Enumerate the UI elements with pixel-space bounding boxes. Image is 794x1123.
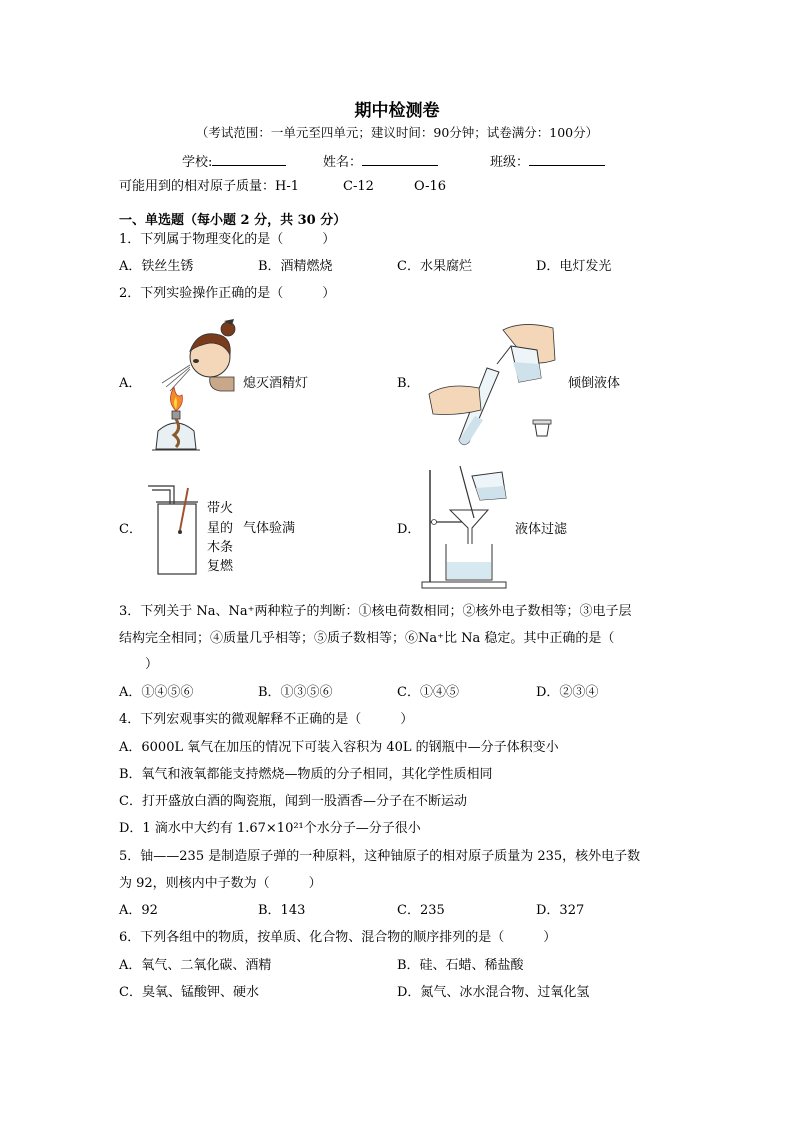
question-2-stem: 2．下列实验操作正确的是（ ） — [119, 286, 336, 301]
atomic-mass-c: C-12 — [343, 179, 374, 194]
class-blank[interactable] — [529, 152, 605, 166]
q4-option-c[interactable]: C．打开盛放白酒的陶瓷瓶，闻到一股酒香—分子在不断运动 — [119, 794, 467, 809]
q2-c-note-2: 星的 — [207, 521, 234, 536]
filtration-illustration — [418, 462, 518, 592]
class-label: 班级： — [490, 155, 530, 170]
q3-option-c[interactable]: C．①④⑤ — [397, 685, 459, 700]
school-blank[interactable] — [212, 152, 286, 166]
q6-option-b[interactable]: B．硅、石蜡、稀盐酸 — [397, 958, 524, 973]
q2-b-label: 倾倒液体 — [568, 376, 621, 391]
q1-option-d[interactable]: D．电灯发光 — [536, 259, 612, 274]
q2-c-note-1: 带火 — [207, 501, 234, 516]
blowing-lamp-illustration — [148, 315, 243, 455]
q5-option-a[interactable]: A．92 — [119, 903, 158, 918]
atomic-mass-o: O-16 — [414, 179, 447, 194]
q5-option-b[interactable]: B．143 — [258, 903, 306, 918]
name-field[interactable] — [323, 152, 438, 171]
section-title: 一、单选题（每小题 2 分，共 30 分） — [119, 213, 347, 228]
question-1-stem: 1．下列属于物理变化的是（ ） — [119, 232, 336, 247]
q1-option-c[interactable]: C．水果腐烂 — [397, 259, 472, 274]
name-label: 姓名： — [323, 155, 363, 170]
q6-option-a[interactable]: A．氧气、二氧化碳、酒精 — [119, 958, 272, 973]
question-4-stem: 4．下列宏观事实的微观解释不正确的是（ ） — [119, 712, 414, 727]
school-field[interactable] — [182, 152, 286, 171]
question-3-stem-3: ） — [132, 657, 159, 672]
class-field[interactable] — [490, 152, 605, 171]
q2-c-label: 气体验满 — [243, 521, 296, 536]
exam-info: （考试范围：一单元至四单元；建议时间：90分钟；试卷满分：100分） — [195, 125, 599, 140]
q4-option-a[interactable]: A．6000L 氧气在加压的情况下可装入容积为 40L 的钢瓶中—分子体积变小 — [119, 740, 559, 755]
q2-a-label: 熄灭酒精灯 — [243, 376, 309, 391]
q1-option-a[interactable]: A．铁丝生锈 — [119, 259, 194, 274]
name-blank[interactable] — [362, 152, 438, 166]
q4-option-d[interactable]: D．1 滴水中大约有 1.67×10²¹个水分子—分子很小 — [119, 821, 421, 836]
q4-option-b[interactable]: B．氧气和液氧都能支持燃烧—物质的分子相同，其化学性质相同 — [119, 767, 493, 782]
q2-option-d[interactable]: D． — [397, 522, 421, 537]
q2-option-b[interactable]: B． — [397, 376, 420, 391]
q5-option-d[interactable]: D．327 — [536, 903, 585, 918]
q2-option-c[interactable]: C． — [119, 522, 142, 537]
q3-option-d[interactable]: D．②③④ — [536, 685, 599, 700]
q2-c-note-4: 复燃 — [207, 559, 234, 574]
q5-option-c[interactable]: C．235 — [397, 903, 445, 918]
atomic-mass-line — [119, 179, 299, 195]
q2-option-a[interactable]: A． — [119, 376, 142, 391]
question-5-stem-1: 5．铀——235 是制造原子弹的一种原料，这种铀原子的相对原子质量为 235，核外电子数 — [119, 849, 641, 864]
school-label: 学校: — [182, 155, 213, 170]
q2-d-label: 液体过滤 — [515, 522, 568, 537]
gas-test-illustration — [144, 480, 206, 580]
question-3-stem-2: 结构完全相同；④质量几乎相等；⑤质子数相等；⑥Na⁺比 Na 稳定。其中正确的是（ — [119, 631, 615, 646]
page-title: 期中检测卷 — [354, 101, 440, 121]
q2-c-note-3: 木条 — [207, 540, 234, 555]
q6-option-c[interactable]: C．臭氧、锰酸钾、硬水 — [119, 985, 259, 1000]
pouring-liquid-illustration — [427, 320, 562, 445]
question-5-stem-2: 为 92，则核内中子数为（ ） — [119, 876, 322, 891]
atomic-mass-label: 可能用到的相对原子质量： — [119, 179, 276, 194]
atomic-mass-h: H-1 — [275, 179, 300, 194]
q3-option-a[interactable]: A．①④⑤⑥ — [119, 685, 194, 700]
q1-option-b[interactable]: B．酒精燃烧 — [258, 259, 333, 274]
q6-option-d[interactable]: D．氮气、冰水混合物、过氧化氢 — [397, 985, 590, 1000]
question-3-stem-1: 3．下列关于 Na、Na⁺两种粒子的判断：①核电荷数相同；②核外电子数相等；③电子层 — [119, 604, 632, 619]
q3-option-b[interactable]: B．①③⑤⑥ — [258, 685, 333, 700]
question-6-stem: 6．下列各组中的物质，按单质、化合物、混合物的顺序排列的是（ ） — [119, 930, 557, 945]
